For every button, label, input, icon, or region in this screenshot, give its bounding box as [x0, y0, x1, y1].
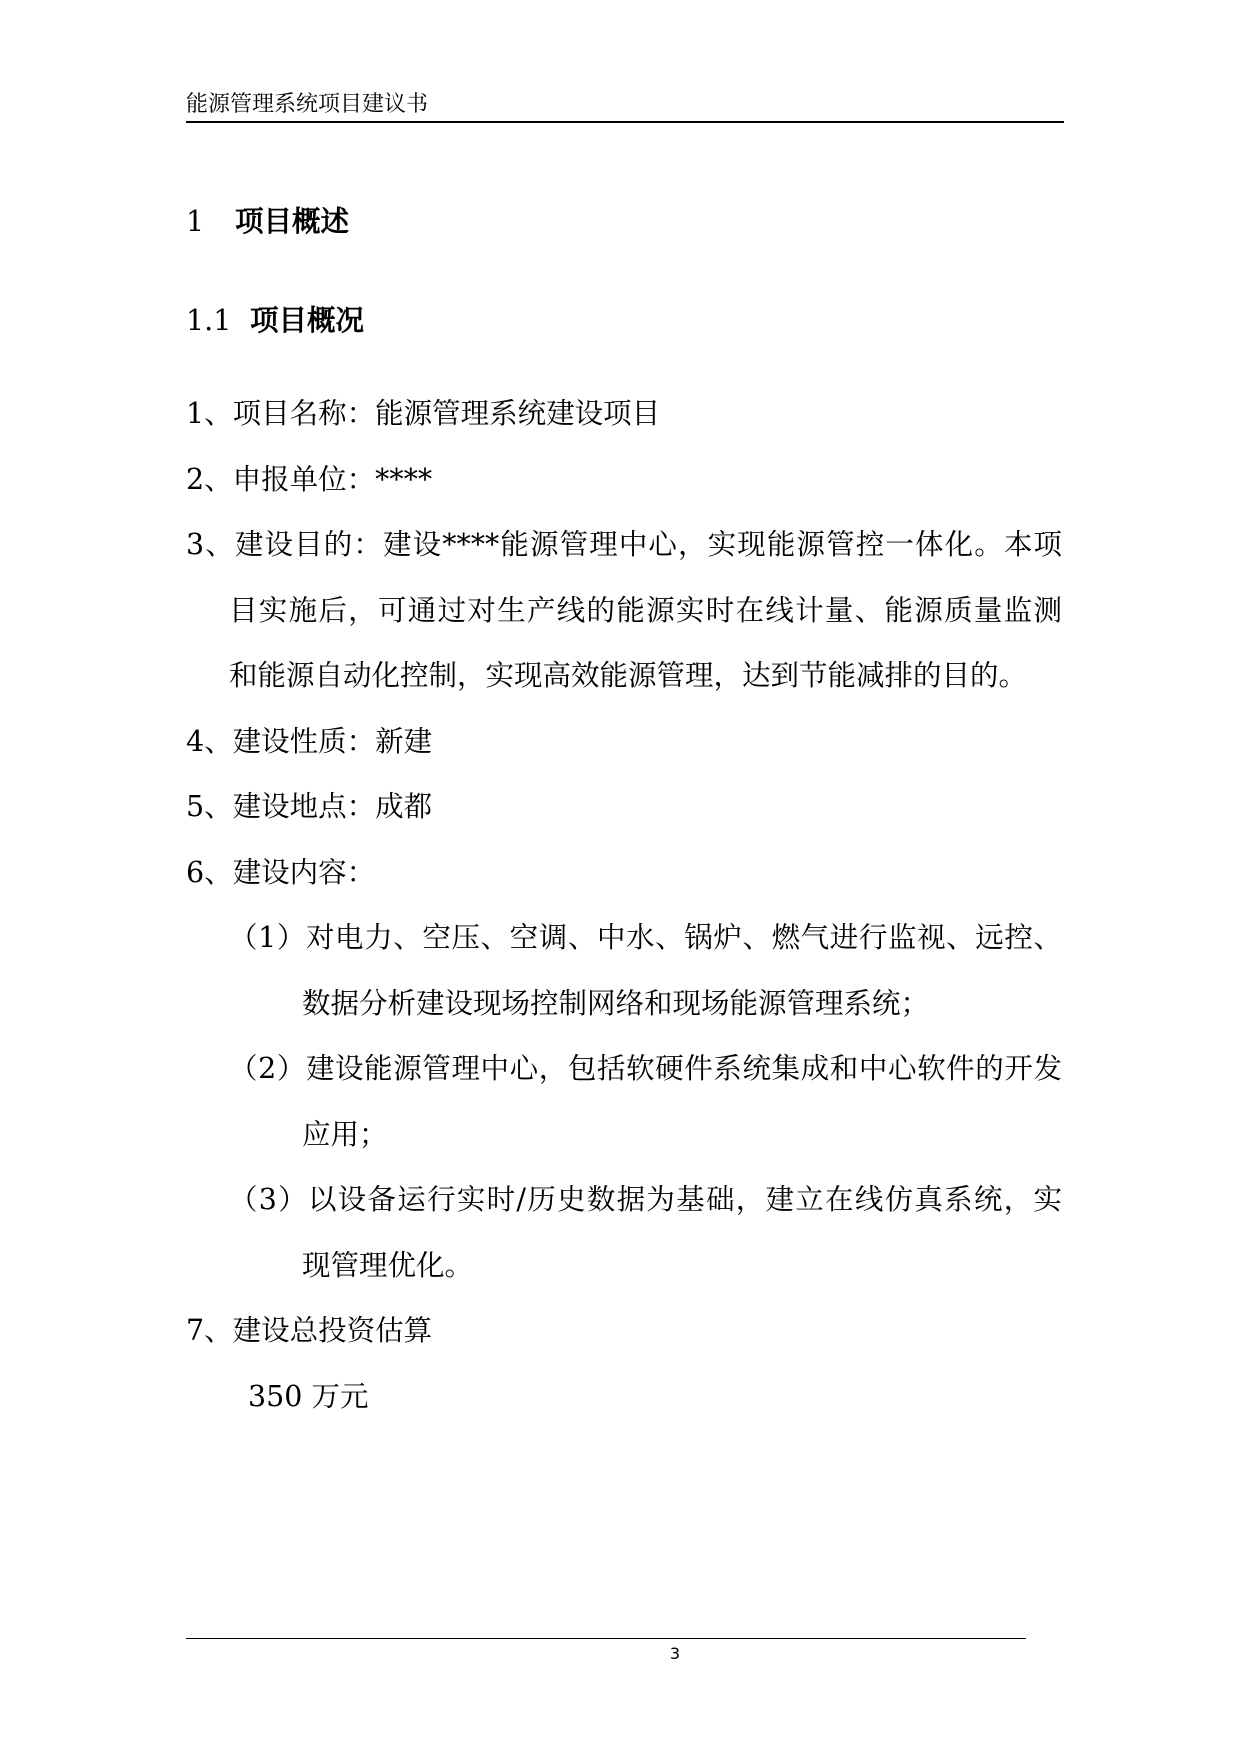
sub-list-item-line [229, 1167, 1062, 1233]
sub-list-item-line [229, 1036, 1062, 1102]
sub-list-marker: （1） [229, 921, 306, 954]
sub-list-text: 建设能源管理中心，包括软硬件系统集成和中心软件的开发 [305, 1052, 1062, 1085]
document-header-title: 能源管理系统项目建议书 [186, 92, 429, 117]
list-item-content [186, 840, 1062, 1299]
sub-list-text: 对电力、空压、空调、中水、锅炉、燃气进行监视、远控、 [305, 921, 1062, 954]
sub-list-marker: （2） [229, 1052, 306, 1085]
section-title: 项目概述 [235, 205, 350, 238]
list-item-applicant [186, 447, 1062, 513]
list-item-line: 目实施后，可通过对生产线的能源实时在线计量、能源质量监测 [229, 593, 1062, 627]
sub-list-item [186, 1167, 1062, 1298]
list-item-nature [186, 709, 1062, 775]
list-item-line: 和能源自动化控制，实现高效能源管理，达到节能减排的目的。 [229, 659, 1028, 692]
list-item-line: 5、建设地点：成都 [186, 790, 433, 823]
sub-list-text: 以设备运行实时/历史数据为基础，建立在线仿真系统，实 [307, 1183, 1062, 1216]
list-item-line: 3、建设目的：建设****能源管理中心，实现能源管控一体化。本项 [186, 528, 1062, 561]
sub-list-item-line: 应用； [302, 1117, 388, 1151]
sub-list-item-line: 数据分析建设现场控制网络和现场能源管理系统； [302, 986, 930, 1020]
project-overview-list [186, 381, 1062, 1429]
list-item-line: 2、申报单位：**** [186, 462, 433, 496]
sub-list-marker: （3） [229, 1183, 308, 1216]
sub-list-item [186, 905, 1062, 1036]
footer-rule [186, 1638, 1026, 1639]
list-item-line: 1、项目名称：能源管理系统建设项目 [186, 397, 661, 430]
sub-list-item-line [229, 905, 1062, 971]
list-item-location [186, 774, 1062, 840]
section-heading [186, 202, 349, 242]
subsection-title: 项目概况 [250, 304, 365, 337]
subsection-heading [186, 301, 364, 341]
list-item-line: 4、建设性质：新建 [186, 724, 433, 758]
list-item-line: 7、建设总投资估算 [186, 1314, 433, 1347]
section-number: 1 [186, 205, 205, 238]
sub-list-item-line: 现管理优化。 [302, 1248, 474, 1282]
page-number: 3 [669, 1644, 681, 1663]
investment-amount: 350 万元 [248, 1379, 369, 1413]
header-rule [186, 121, 1064, 123]
list-item-line: 6、建设内容： [186, 855, 376, 889]
list-item-purpose [186, 512, 1062, 709]
sub-list-item [186, 1036, 1062, 1167]
list-item-project-name [186, 381, 1062, 447]
list-item-investment [186, 1298, 1062, 1429]
subsection-number: 1.1 [186, 304, 232, 337]
